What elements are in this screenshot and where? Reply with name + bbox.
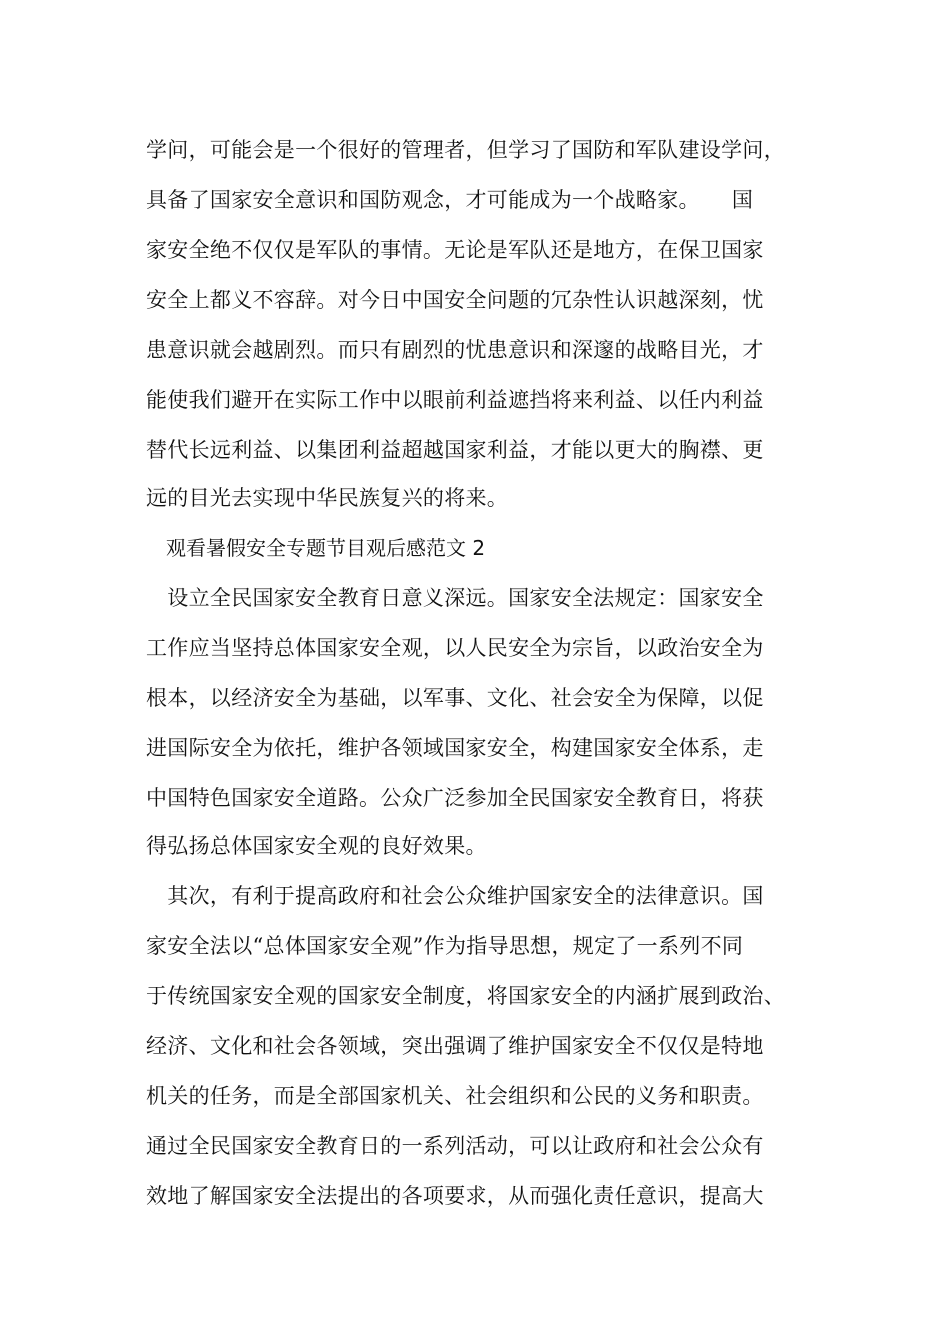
body-text-line: 家安全法以“总体国家安全观”作为指导思想，规定了一系列不同 <box>146 934 744 958</box>
body-text-line: 安全上都义不容辞。对今日中国安全问题的冗杂性认识越深刻，忧 <box>146 288 764 312</box>
body-text-line: 机关的任务，而是全部国家机关、社会组织和公民的义务和职责。 <box>146 1084 764 1108</box>
body-text-line: 工作应当坚持总体国家安全观，以人民安全为宗旨，以政治安全为 <box>146 636 764 660</box>
body-text-line: 得弘扬总体国家安全观的良好效果。 <box>146 834 487 858</box>
body-text-line: 根本，以经济安全为基础，以军事、文化、社会安全为保障，以促 <box>146 686 764 710</box>
body-text-line: 学问，可能会是一个很好的管理者，但学习了国防和军队建设学问， <box>146 138 785 162</box>
body-text-line: 具备了国家安全意识和国防观念，才可能成为一个战略家。 国 <box>146 188 754 212</box>
body-text-line: 家安全绝不仅仅是军队的事情。无论是军队还是地方，在保卫国家 <box>146 238 764 262</box>
body-text-line: 远的目光去实现中华民族复兴的将来。 <box>146 486 509 510</box>
body-text-line: 其次，有利于提高政府和社会公众维护国家安全的法律意识。国 <box>146 884 764 908</box>
body-text-line: 中国特色国家安全道路。公众广泛参加全民国家安全教育日，将获 <box>146 786 764 810</box>
body-text-line: 替代长远利益、以集团利益超越国家利益，才能以更大的胸襟、更 <box>146 438 764 462</box>
body-text-line: 通过全民国家安全教育日的一系列活动，可以让政府和社会公众有 <box>146 1134 764 1158</box>
body-text-line: 效地了解国家安全法提出的各项要求，从而强化责任意识，提高大 <box>146 1184 764 1208</box>
body-text-line: 能使我们避开在实际工作中以眼前利益遮挡将来利益、以任内利益 <box>146 388 764 412</box>
body-text-line: 于传统国家安全观的国家安全制度，将国家安全的内涵扩展到政治、 <box>146 984 785 1008</box>
section-heading: 观看暑假安全专题节目观后感范文 2 <box>146 536 486 560</box>
body-text-line: 进国际安全为依托，维护各领域国家安全，构建国家安全体系，走 <box>146 736 764 760</box>
body-text-line: 患意识就会越剧烈。而只有剧烈的忧患意识和深邃的战略目光，才 <box>146 338 764 362</box>
body-text-line: 设立全民国家安全教育日意义深远。国家安全法规定：国家安全 <box>146 586 764 610</box>
body-text-line: 经济、文化和社会各领域，突出强调了维护国家安全不仅仅是特地 <box>146 1034 764 1058</box>
